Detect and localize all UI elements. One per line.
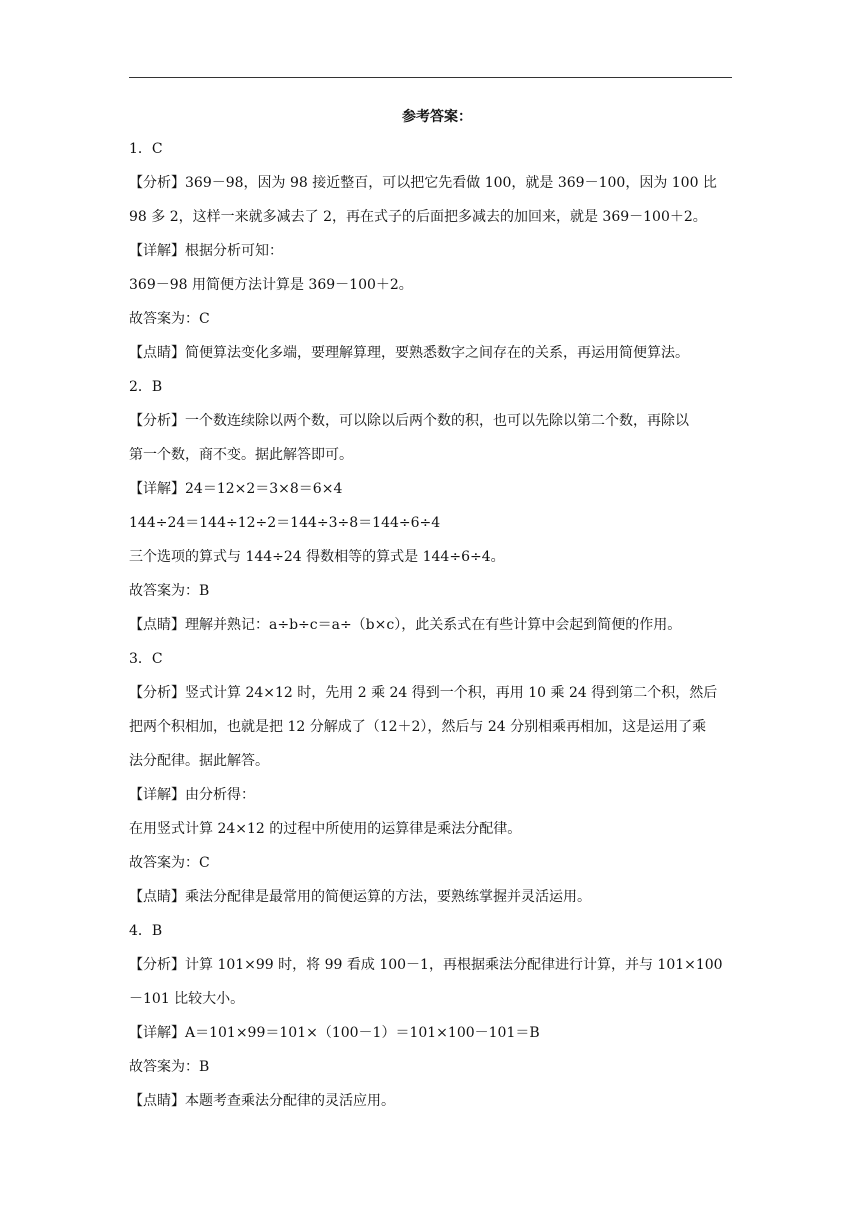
analysis-line: 第一个数，商不变。据此解答即可。	[129, 447, 353, 463]
question-list	[129, 132, 739, 1118]
analysis-line: 【分析】一个数连续除以两个数，可以除以后两个数的积，也可以先除以第二个数，再除以	[129, 413, 689, 429]
detail-line: 故答案为：B	[129, 583, 210, 599]
analysis-line: －101 比较大小。	[129, 991, 245, 1007]
detail-line: 369－98 用简便方法计算是 369－100＋2。	[129, 277, 413, 293]
detail-line: 在用竖式计算 24×12 的过程中所使用的运算律是乘法分配律。	[129, 821, 522, 837]
analysis-line: 把两个积相加，也就是把 12 分解成了（12＋2），然后与 24 分别相乘再相加，这是运用了乘	[129, 719, 707, 735]
answer-line: 1．C	[129, 141, 163, 157]
detail-line: 【详解】由分析得：	[129, 787, 255, 803]
page-title: 参考答案：	[402, 109, 472, 125]
comment-line: 【点睛】理解并熟记：a÷b÷c＝a÷（b×c），此关系式在有些计算中会起到简便的作用。	[129, 617, 682, 633]
analysis-line: 【分析】369－98，因为 98 接近整百，可以把它先看做 100，就是 369－100，因为 100 比	[129, 175, 717, 191]
detail-line: 故答案为：C	[129, 855, 210, 871]
detail-line: 【详解】A＝101×99＝101×（100－1）＝101×100－101＝B	[129, 1025, 540, 1041]
question-3	[129, 642, 739, 914]
analysis-line: 【分析】竖式计算 24×12 时，先用 2 乘 24 得到一个积，再用 10 乘 24 得到第二个积，然后	[129, 685, 718, 701]
comment-line: 【点睛】本题考查乘法分配律的灵活应用。	[129, 1093, 395, 1109]
question-4	[129, 914, 739, 1118]
answer-line: 3．C	[129, 651, 163, 667]
analysis-line: 法分配律。据此解答。	[129, 753, 269, 769]
question-1	[129, 132, 739, 370]
answer-line: 4．B	[129, 923, 163, 939]
comment-line: 【点睛】简便算法变化多端，要理解算理，要熟悉数字之间存在的关系，再运用简便算法。	[129, 345, 689, 361]
detail-line: 144÷24＝144÷12÷2＝144÷3÷8＝144÷6÷4	[129, 515, 441, 531]
detail-line: 三个选项的算式与 144÷24 得数相等的算式是 144÷6÷4。	[129, 549, 505, 565]
answer-key	[129, 102, 739, 1118]
detail-line: 【详解】24＝12×2＝3×8＝6×4	[129, 481, 343, 497]
detail-line: 故答案为：C	[129, 311, 210, 327]
detail-line: 故答案为：B	[129, 1059, 210, 1075]
detail-line: 【详解】根据分析可知：	[129, 243, 283, 259]
answer-line: 2．B	[129, 379, 163, 395]
comment-line: 【点睛】乘法分配律是最常用的简便运算的方法，要熟练掌握并灵活运用。	[129, 889, 591, 905]
analysis-line: 【分析】计算 101×99 时，将 99 看成 100－1，再根据乘法分配律进行计算，并与 101×100	[129, 957, 723, 973]
header-rule	[129, 77, 732, 78]
question-2	[129, 370, 739, 642]
analysis-line: 98 多 2，这样一来就多减去了 2，再在式子的后面把多减去的加回来，就是 369－100＋2。	[129, 209, 707, 225]
